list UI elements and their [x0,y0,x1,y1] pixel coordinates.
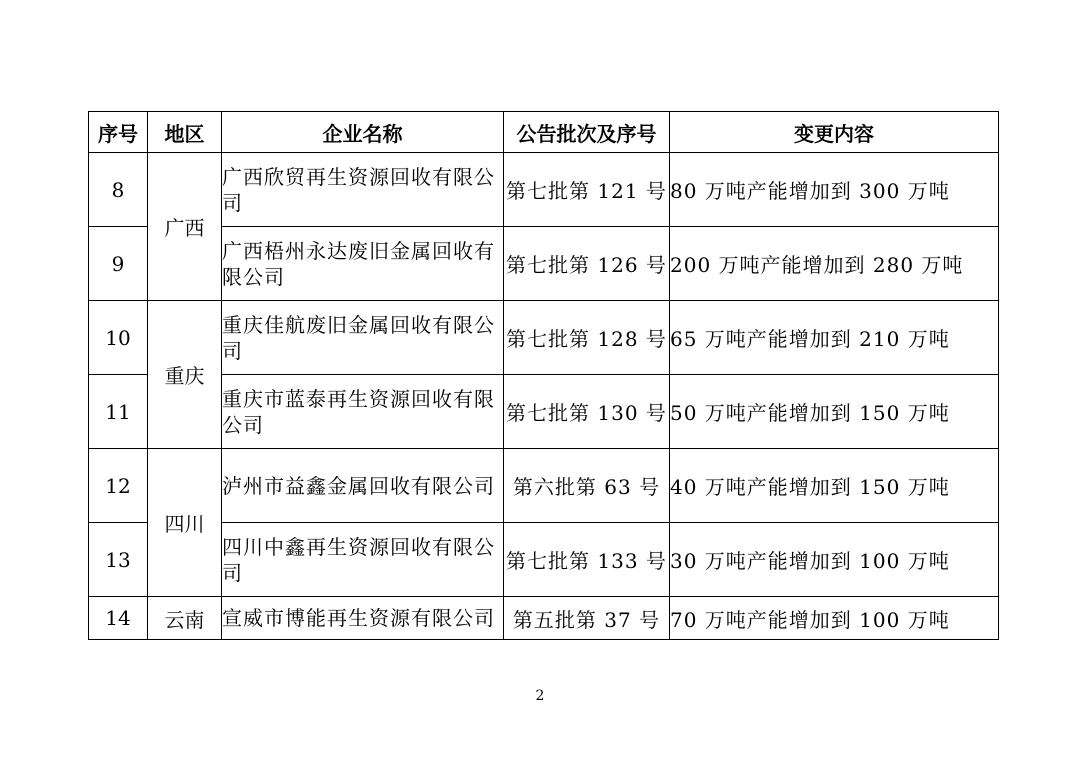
header-change: 变更内容 [670,112,999,153]
row-index: 11 [89,375,148,449]
row-change: 200 万吨产能增加到 280 万吨 [670,227,999,301]
row-region: 四川 [148,449,222,597]
row-batch: 第六批第 63 号 [504,449,670,523]
row-company-name: 宣威市博能再生资源有限公司 [222,597,504,640]
table-header-row [89,112,999,153]
row-index: 14 [89,597,148,640]
row-batch: 第七批第 121 号 [504,153,670,227]
row-change: 80 万吨产能增加到 300 万吨 [670,153,999,227]
row-change: 30 万吨产能增加到 100 万吨 [670,523,999,597]
row-change: 50 万吨产能增加到 150 万吨 [670,375,999,449]
row-company-name: 泸州市益鑫金属回收有限公司 [222,449,504,523]
row-index: 10 [89,301,148,375]
row-region: 重庆 [148,301,222,449]
header-index: 序号 [89,112,148,153]
document-table [88,111,999,640]
row-batch: 第七批第 126 号 [504,227,670,301]
row-index: 9 [89,227,148,301]
row-company-name: 广西欣贸再生资源回收有限公司 [222,153,504,227]
row-company-name: 重庆市蓝泰再生资源回收有限公司 [222,375,504,449]
header-company-name: 企业名称 [222,112,504,153]
header-batch: 公告批次及序号 [504,112,670,153]
table-row [89,523,999,597]
row-region: 广西 [148,153,222,301]
row-batch: 第七批第 133 号 [504,523,670,597]
page-number: 2 [535,688,545,704]
row-company-name: 广西梧州永达废旧金属回收有限公司 [222,227,504,301]
row-change: 65 万吨产能增加到 210 万吨 [670,301,999,375]
row-change: 40 万吨产能增加到 150 万吨 [670,449,999,523]
row-change: 70 万吨产能增加到 100 万吨 [670,597,999,640]
header-region: 地区 [148,112,222,153]
table-row [89,375,999,449]
row-company-name: 重庆佳航废旧金属回收有限公司 [222,301,504,375]
row-batch: 第七批第 128 号 [504,301,670,375]
row-company-name: 四川中鑫再生资源回收有限公司 [222,523,504,597]
row-index: 12 [89,449,148,523]
row-batch: 第五批第 37 号 [504,597,670,640]
row-index: 13 [89,523,148,597]
table-row [89,301,999,375]
table-row [89,227,999,301]
table-row [89,153,999,227]
table-row [89,449,999,523]
row-region: 云南 [148,597,222,640]
row-batch: 第七批第 130 号 [504,375,670,449]
row-index: 8 [89,153,148,227]
table-row [89,597,999,640]
